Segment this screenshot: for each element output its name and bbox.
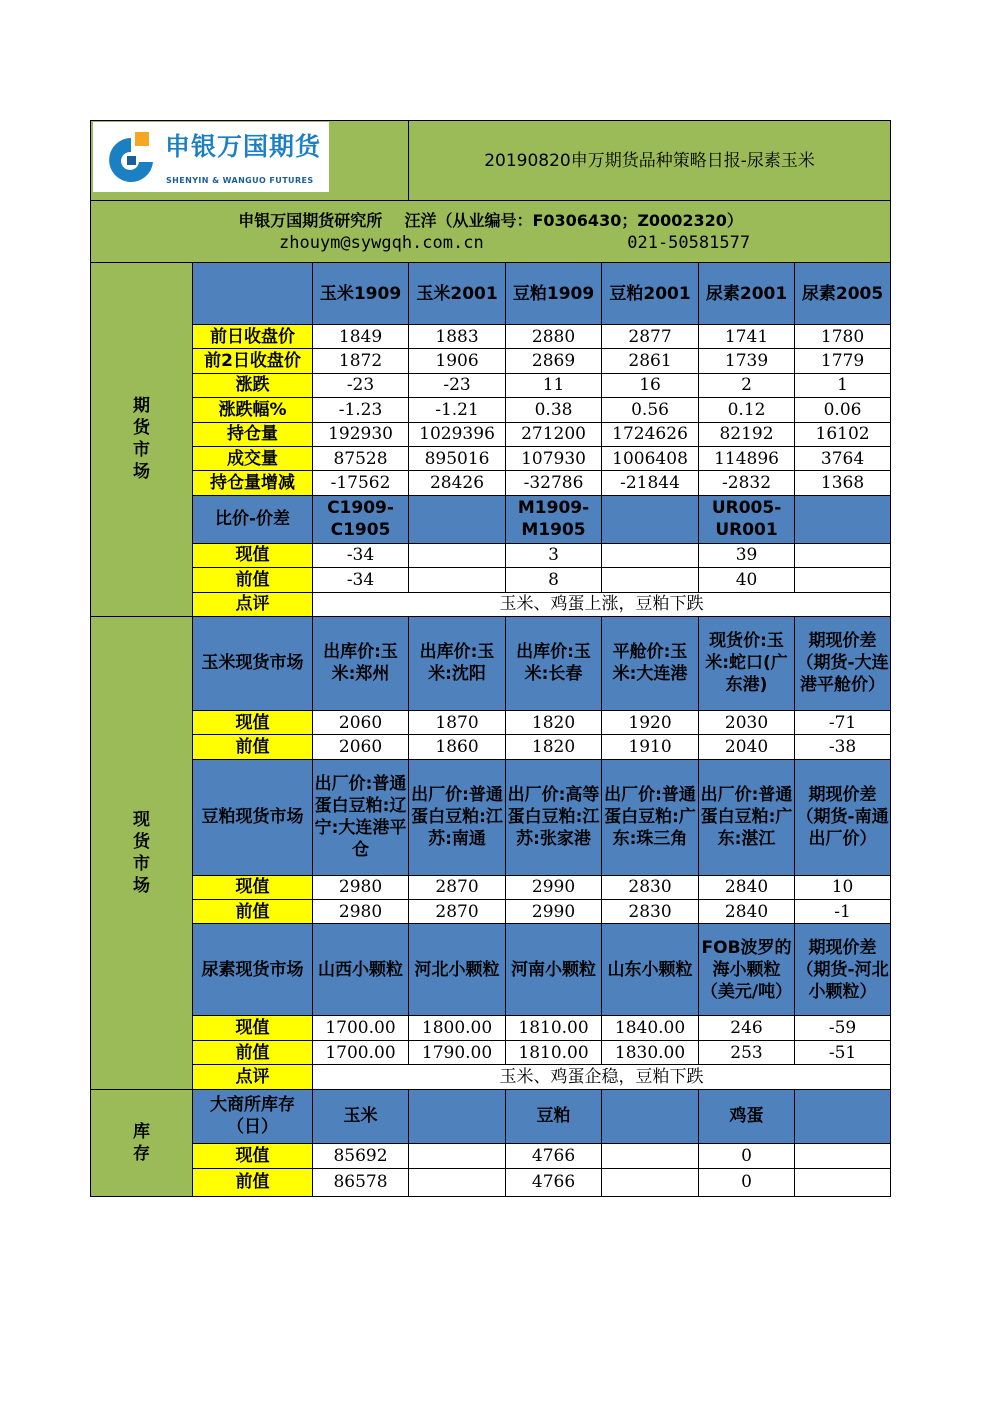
futures-value-cell: -2832 bbox=[699, 471, 795, 495]
futures-row-label: 持仓量 bbox=[193, 422, 313, 446]
spot-row-label: 现值 bbox=[193, 710, 313, 734]
shenyin-wanguo-logo-icon bbox=[105, 132, 157, 184]
spot-comment: 玉米、鸡蛋企稳，豆粕下跌 bbox=[313, 1065, 891, 1089]
spread-value-cell bbox=[602, 568, 699, 592]
futures-value-cell: 1739 bbox=[699, 349, 795, 373]
futures-column-header: 尿素2005 bbox=[795, 263, 891, 325]
spot-value-cell: 1910 bbox=[602, 735, 699, 759]
futures-value-cell: 1368 bbox=[795, 471, 891, 495]
spot-value-cell: 2980 bbox=[313, 900, 409, 924]
inventory-value-cell: 0 bbox=[699, 1168, 795, 1196]
futures-value-cell: -21844 bbox=[602, 471, 699, 495]
futures-value-cell: 1883 bbox=[409, 325, 506, 349]
futures-value-cell: 87528 bbox=[313, 446, 409, 470]
futures-value-cell: 2880 bbox=[506, 325, 602, 349]
spot-column-header: 出库价:玉米:长春 bbox=[506, 616, 602, 710]
inventory-value-cell bbox=[602, 1143, 699, 1168]
spot-column-header: 期现价差（期货-大连港平舱价） bbox=[795, 616, 891, 710]
spot-value-cell: 2040 bbox=[699, 735, 795, 759]
spot-value-cell: 2830 bbox=[602, 875, 699, 899]
inventory-header-label: 大商所库存（日） bbox=[193, 1089, 313, 1143]
spot-column-header: 河北小颗粒 bbox=[409, 924, 506, 1016]
futures-value-cell: 82192 bbox=[699, 422, 795, 446]
futures-value-cell: 1779 bbox=[795, 349, 891, 373]
spread-row-label: 现值 bbox=[193, 543, 313, 567]
spot-value-cell: 2840 bbox=[699, 875, 795, 899]
spread-row-label: 前值 bbox=[193, 568, 313, 592]
spread-value-cell: 8 bbox=[506, 568, 602, 592]
spot-column-header: 期现价差（期货-南通出厂价） bbox=[795, 759, 891, 875]
futures-value-cell: 107930 bbox=[506, 446, 602, 470]
inventory-value-cell: 85692 bbox=[313, 1143, 409, 1168]
spot-value-cell: 246 bbox=[699, 1016, 795, 1040]
spot-value-cell: 1870 bbox=[409, 710, 506, 734]
futures-value-cell: 11 bbox=[506, 373, 602, 397]
futures-value-cell: 1029396 bbox=[409, 422, 506, 446]
spot-value-cell: 2830 bbox=[602, 900, 699, 924]
spot-value-cell: 2030 bbox=[699, 710, 795, 734]
inventory-value-cell bbox=[795, 1143, 891, 1168]
futures-column-header: 豆粕2001 bbox=[602, 263, 699, 325]
spot-column-header: 河南小颗粒 bbox=[506, 924, 602, 1016]
futures-value-cell: 0.38 bbox=[506, 398, 602, 422]
report-table bbox=[90, 120, 891, 1197]
futures-value-cell: 114896 bbox=[699, 446, 795, 470]
spread-header-label: 比价-价差 bbox=[193, 495, 313, 543]
spot-value-cell: 1790.00 bbox=[409, 1040, 506, 1064]
spot-value-cell: 1840.00 bbox=[602, 1016, 699, 1040]
futures-value-cell: 271200 bbox=[506, 422, 602, 446]
logo bbox=[93, 122, 329, 192]
futures-corner-header bbox=[193, 263, 313, 325]
author-phone: 021-50581577 bbox=[627, 232, 751, 253]
spot-column-header: 平舱价:玉米:大连港 bbox=[602, 616, 699, 710]
futures-value-cell: -23 bbox=[313, 373, 409, 397]
futures-value-cell: 2 bbox=[699, 373, 795, 397]
futures-value-cell: -1.21 bbox=[409, 398, 506, 422]
futures-value-cell: 3764 bbox=[795, 446, 891, 470]
spread-value-cell: 39 bbox=[699, 543, 795, 567]
spot-row-label: 现值 bbox=[193, 875, 313, 899]
futures-value-cell: 1006408 bbox=[602, 446, 699, 470]
spot-column-header: 出厂价:高等蛋白豆粕:江苏:张家港 bbox=[506, 759, 602, 875]
spot-column-header: 出厂价:普通蛋白豆粕:广东:珠三角 bbox=[602, 759, 699, 875]
futures-value-cell: 16 bbox=[602, 373, 699, 397]
spot-column-header: 期现价差（期货-河北小颗粒） bbox=[795, 924, 891, 1016]
spot-column-header: FOB波罗的海小颗粒（美元/吨） bbox=[699, 924, 795, 1016]
spot-value-cell: 1830.00 bbox=[602, 1040, 699, 1064]
futures-comment-label: 点评 bbox=[193, 592, 313, 616]
futures-value-cell: 1906 bbox=[409, 349, 506, 373]
logo-text-cn: 申银万国期货 bbox=[165, 132, 322, 161]
futures-value-cell: 0.06 bbox=[795, 398, 891, 422]
spot-value-cell: 253 bbox=[699, 1040, 795, 1064]
inventory-column-header bbox=[409, 1089, 506, 1143]
futures-value-cell: 1724626 bbox=[602, 422, 699, 446]
futures-value-cell: 2861 bbox=[602, 349, 699, 373]
futures-column-header: 豆粕1909 bbox=[506, 263, 602, 325]
spot-value-cell: 2980 bbox=[313, 875, 409, 899]
spot-column-header: 出厂价:普通蛋白豆粕:广东:湛江 bbox=[699, 759, 795, 875]
spot-column-header: 山西小颗粒 bbox=[313, 924, 409, 1016]
futures-column-header: 尿素2001 bbox=[699, 263, 795, 325]
futures-column-header: 玉米1909 bbox=[313, 263, 409, 325]
spot-value-cell: 2990 bbox=[506, 900, 602, 924]
spread-value-cell bbox=[409, 543, 506, 567]
futures-value-cell: 192930 bbox=[313, 422, 409, 446]
spot-value-cell: -1 bbox=[795, 900, 891, 924]
inventory-value-cell: 4766 bbox=[506, 1143, 602, 1168]
futures-row-label: 成交量 bbox=[193, 446, 313, 470]
spot-value-cell: 2060 bbox=[313, 735, 409, 759]
spot-row-label: 现值 bbox=[193, 1016, 313, 1040]
spot-value-cell: 1810.00 bbox=[506, 1016, 602, 1040]
inventory-value-cell bbox=[602, 1168, 699, 1196]
futures-value-cell: 28426 bbox=[409, 471, 506, 495]
futures-value-cell: 2877 bbox=[602, 325, 699, 349]
futures-row-label: 持仓量增减 bbox=[193, 471, 313, 495]
spread-column-header: C1909-C1905 bbox=[313, 495, 409, 543]
spot-column-header: 现货价:玉米:蛇口(广东港) bbox=[699, 616, 795, 710]
spot-value-cell: 2990 bbox=[506, 875, 602, 899]
inventory-value-cell bbox=[409, 1143, 506, 1168]
spread-column-header bbox=[795, 495, 891, 543]
futures-value-cell: 1780 bbox=[795, 325, 891, 349]
spot-block-label: 玉米现货市场 bbox=[193, 616, 313, 710]
spot-column-header: 出库价:玉米:沈阳 bbox=[409, 616, 506, 710]
spread-value-cell bbox=[795, 543, 891, 567]
inventory-value-cell: 4766 bbox=[506, 1168, 602, 1196]
logo-text-en: SHENYIN & WANGUO FUTURES bbox=[166, 176, 314, 185]
futures-value-cell: 1872 bbox=[313, 349, 409, 373]
report-title: 20190820申万期货品种策略日报-尿素玉米 bbox=[409, 121, 891, 201]
spot-comment-label: 点评 bbox=[193, 1065, 313, 1089]
futures-column-header: 玉米2001 bbox=[409, 263, 506, 325]
spot-column-header: 山东小颗粒 bbox=[602, 924, 699, 1016]
futures-value-cell: 1849 bbox=[313, 325, 409, 349]
inventory-row-label: 现值 bbox=[193, 1143, 313, 1168]
spread-value-cell bbox=[409, 568, 506, 592]
spread-column-header: UR005-UR001 bbox=[699, 495, 795, 543]
spot-value-cell: 1800.00 bbox=[409, 1016, 506, 1040]
inventory-value-cell bbox=[409, 1168, 506, 1196]
spot-block-label: 尿素现货市场 bbox=[193, 924, 313, 1016]
spot-value-cell: 1700.00 bbox=[313, 1040, 409, 1064]
section-futures-label: 期货市场 bbox=[91, 263, 193, 617]
spot-value-cell: 1920 bbox=[602, 710, 699, 734]
spot-row-label: 前值 bbox=[193, 1040, 313, 1064]
futures-row-label: 前2日收盘价 bbox=[193, 349, 313, 373]
spot-value-cell: 2870 bbox=[409, 875, 506, 899]
inventory-row-label: 前值 bbox=[193, 1168, 313, 1196]
spread-value-cell: -34 bbox=[313, 543, 409, 567]
inventory-column-header: 玉米 bbox=[313, 1089, 409, 1143]
spread-value-cell bbox=[602, 543, 699, 567]
spread-column-header: M1909-M1905 bbox=[506, 495, 602, 543]
futures-value-cell: 16102 bbox=[795, 422, 891, 446]
spot-value-cell: 10 bbox=[795, 875, 891, 899]
spot-value-cell: 1860 bbox=[409, 735, 506, 759]
futures-row-label: 前日收盘价 bbox=[193, 325, 313, 349]
spot-value-cell: 2840 bbox=[699, 900, 795, 924]
futures-value-cell: -17562 bbox=[313, 471, 409, 495]
author-line: 申银万国期货研究所 汪洋（从业编号：F0306430；Z0002320） bbox=[238, 210, 743, 230]
spot-value-cell: 1820 bbox=[506, 735, 602, 759]
inventory-column-header bbox=[602, 1089, 699, 1143]
inventory-value-cell: 0 bbox=[699, 1143, 795, 1168]
spread-value-cell: 3 bbox=[506, 543, 602, 567]
spot-row-label: 前值 bbox=[193, 900, 313, 924]
futures-value-cell: -1.23 bbox=[313, 398, 409, 422]
spot-column-header: 出厂价:普通蛋白豆粕:辽宁:大连港平仓 bbox=[313, 759, 409, 875]
author-block bbox=[91, 201, 891, 263]
spread-value-cell: -34 bbox=[313, 568, 409, 592]
spot-value-cell: -38 bbox=[795, 735, 891, 759]
author-email: zhouym@sywgqh.com.cn bbox=[279, 232, 484, 253]
futures-row-label: 涨跌 bbox=[193, 373, 313, 397]
spot-value-cell: 2060 bbox=[313, 710, 409, 734]
spot-value-cell: 2870 bbox=[409, 900, 506, 924]
futures-value-cell: 0.12 bbox=[699, 398, 795, 422]
futures-value-cell: 0.56 bbox=[602, 398, 699, 422]
section-inventory-label: 库存 bbox=[91, 1089, 193, 1196]
spot-value-cell: 1810.00 bbox=[506, 1040, 602, 1064]
futures-value-cell: 1 bbox=[795, 373, 891, 397]
spot-column-header: 出厂价:普通蛋白豆粕:江苏:南通 bbox=[409, 759, 506, 875]
spot-value-cell: -59 bbox=[795, 1016, 891, 1040]
spread-value-cell: 40 bbox=[699, 568, 795, 592]
spot-column-header: 出库价:玉米:郑州 bbox=[313, 616, 409, 710]
spread-column-header bbox=[409, 495, 506, 543]
futures-value-cell: 895016 bbox=[409, 446, 506, 470]
futures-value-cell: 1741 bbox=[699, 325, 795, 349]
inventory-column-header bbox=[795, 1089, 891, 1143]
futures-value-cell: 2869 bbox=[506, 349, 602, 373]
contact-line bbox=[91, 232, 890, 254]
spot-row-label: 前值 bbox=[193, 735, 313, 759]
futures-comment: 玉米、鸡蛋上涨，豆粕下跌 bbox=[313, 592, 891, 616]
spot-value-cell: -51 bbox=[795, 1040, 891, 1064]
spot-value-cell: 1700.00 bbox=[313, 1016, 409, 1040]
spread-value-cell bbox=[795, 568, 891, 592]
futures-value-cell: -32786 bbox=[506, 471, 602, 495]
logo-cell bbox=[91, 121, 409, 201]
futures-value-cell: -23 bbox=[409, 373, 506, 397]
inventory-column-header: 豆粕 bbox=[506, 1089, 602, 1143]
inventory-value-cell bbox=[795, 1168, 891, 1196]
section-spot-label: 现货市场 bbox=[91, 616, 193, 1089]
inventory-column-header: 鸡蛋 bbox=[699, 1089, 795, 1143]
strategy-report-sheet bbox=[90, 120, 890, 1197]
inventory-value-cell: 86578 bbox=[313, 1168, 409, 1196]
spot-block-label: 豆粕现货市场 bbox=[193, 759, 313, 875]
spread-column-header bbox=[602, 495, 699, 543]
spot-value-cell: -71 bbox=[795, 710, 891, 734]
futures-row-label: 涨跌幅% bbox=[193, 398, 313, 422]
spot-value-cell: 1820 bbox=[506, 710, 602, 734]
